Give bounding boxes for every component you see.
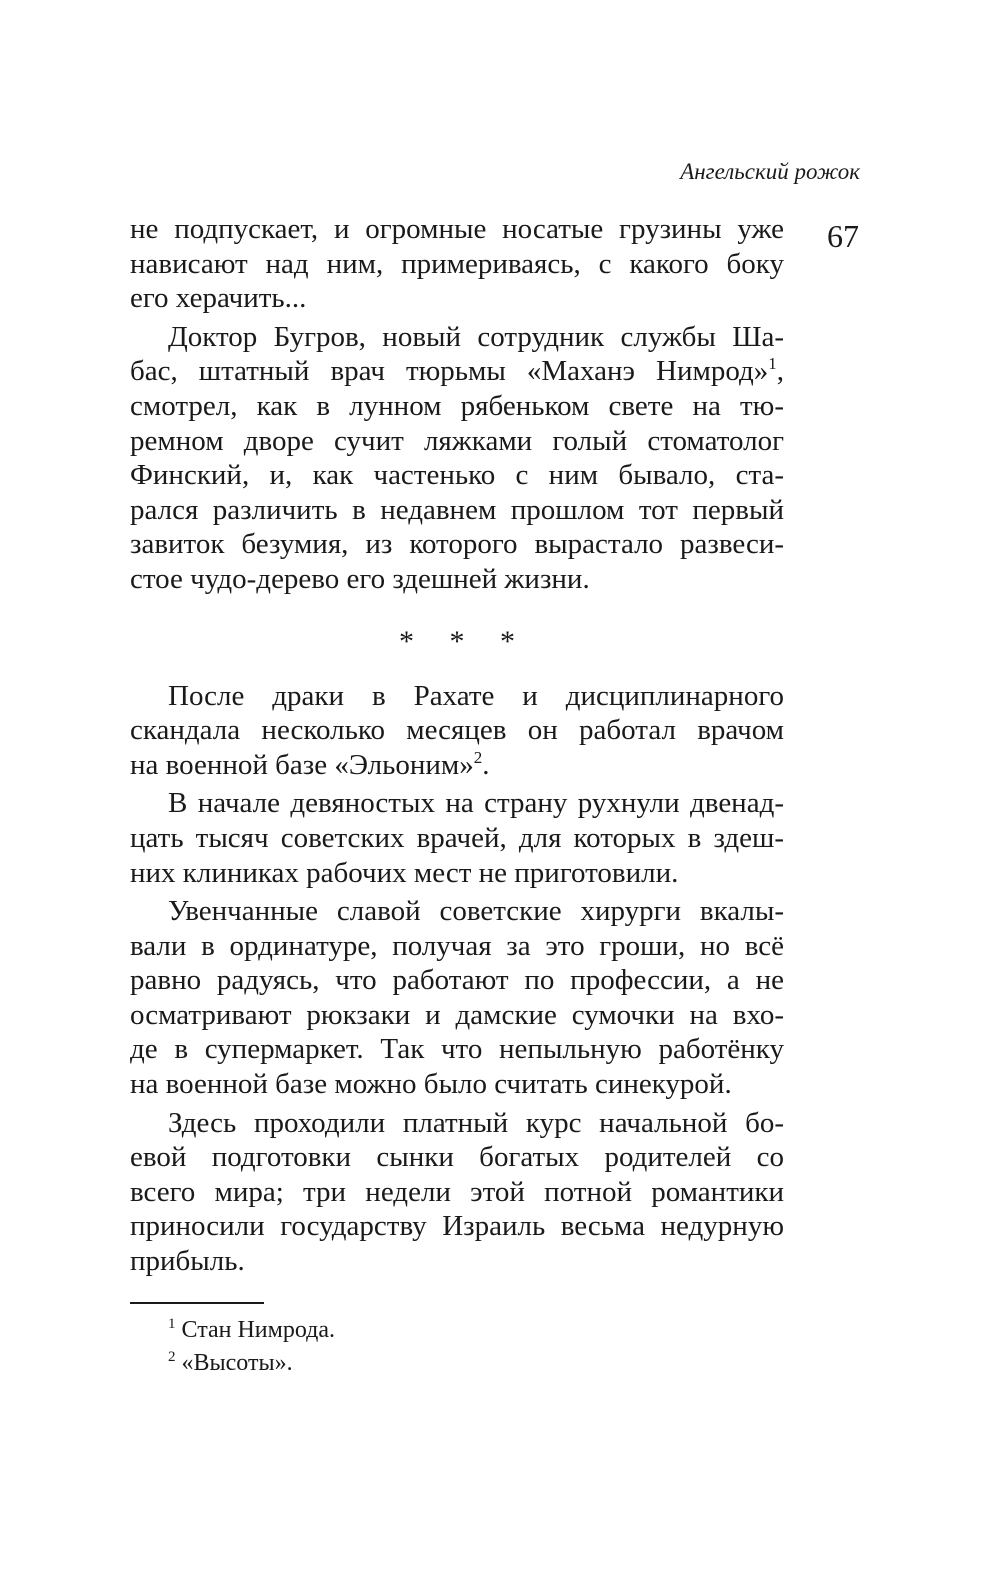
main-text — [130, 212, 784, 1283]
footnote-divider — [130, 1302, 264, 1304]
text-line: рался различить в недавнем прошлом тот первый — [130, 493, 784, 526]
text-line: скандала несколько месяцев он работал врачом — [130, 714, 784, 747]
paragraph — [130, 1106, 784, 1279]
text-line: вали в ординатуре, получая за это гроши, но всё — [130, 929, 784, 962]
footnotes — [168, 1314, 768, 1380]
text-line-body: на военной базе «Эльоним» — [130, 748, 474, 781]
text-line: прибыль. — [130, 1245, 245, 1278]
page-number: 67 — [827, 218, 859, 254]
paragraph — [130, 894, 784, 1102]
footnote-mark: 1 — [168, 1316, 176, 1332]
text-line: его херачить... — [130, 282, 307, 315]
text-line: всего мира; три недели этой потной романтики — [130, 1175, 784, 1208]
text-line: равно радуясь, что работают по профессии, а не — [130, 964, 784, 997]
text-line: В начале девяностых на страну рухнули двенад- — [168, 787, 784, 820]
text-line: ремном дворе сучит ляжками голый стоматолог — [130, 424, 784, 457]
text-line: на военной базе можно было считать синекурой. — [130, 1068, 732, 1101]
text-line: цать тысяч советских врачей, для которых в здеш- — [130, 821, 784, 854]
text-line: Доктор Бугров, новый сотрудник службы Ша- — [168, 320, 784, 353]
footnote-text: «Высоты». — [175, 1350, 293, 1376]
text-line: евой подготовки сынки богатых родителей со — [130, 1141, 784, 1174]
text-line — [130, 354, 784, 389]
footnote-text: Стан Нимрода. — [175, 1317, 336, 1343]
text-line: них клиниках рабочих мест не приготовили. — [130, 856, 679, 889]
paragraph — [130, 212, 784, 316]
paragraph — [130, 320, 784, 597]
footnote-ref-1: 1 — [768, 354, 777, 374]
text-line: де в супермаркет. Так что непыльную работёнку — [130, 1033, 784, 1066]
running-head: Ангельский рожок — [680, 159, 860, 184]
text-line: смотрел, как в лунном рябеньком свете на тю- — [130, 389, 784, 422]
text-line: не подпускает, и огромные носатые грузины уже — [130, 213, 784, 245]
text-line: Увенчанные славой советские хирурги вкалы- — [168, 895, 784, 928]
text-line: стое чудо-дерево его здешней жизни. — [130, 562, 590, 595]
paragraph — [130, 679, 784, 783]
text-line: Финский, и, как частенько с ним бывало, ста- — [130, 459, 784, 492]
scene-break: * * * — [399, 624, 529, 658]
text-line: Здесь проходили платный курс начальной бо- — [168, 1106, 784, 1139]
text-line-tail: . — [482, 748, 490, 781]
text-line: нависают над ним, примериваясь, с какого боку — [130, 247, 784, 280]
text-line: осматривают рюкзаки и дамские сумочки на вхо- — [130, 998, 784, 1031]
text-line — [130, 748, 784, 783]
footnote-1 — [168, 1314, 768, 1347]
text-line: После драки в Рахате и дисциплинарного — [168, 679, 784, 712]
footnote-ref-2: 2 — [473, 747, 483, 767]
footnote-2 — [168, 1347, 768, 1380]
text-line: завиток безумия, из которого вырастало развеси- — [130, 528, 784, 561]
footnote-mark: 2 — [168, 1349, 176, 1365]
text-line-tail: , — [776, 355, 784, 388]
paragraph — [130, 786, 784, 890]
text-line: приносили государству Израиль весьма недурную — [130, 1210, 784, 1243]
text-line-body: бас, штатный врач тюрьмы «Маханэ Нимрод» — [130, 355, 769, 388]
